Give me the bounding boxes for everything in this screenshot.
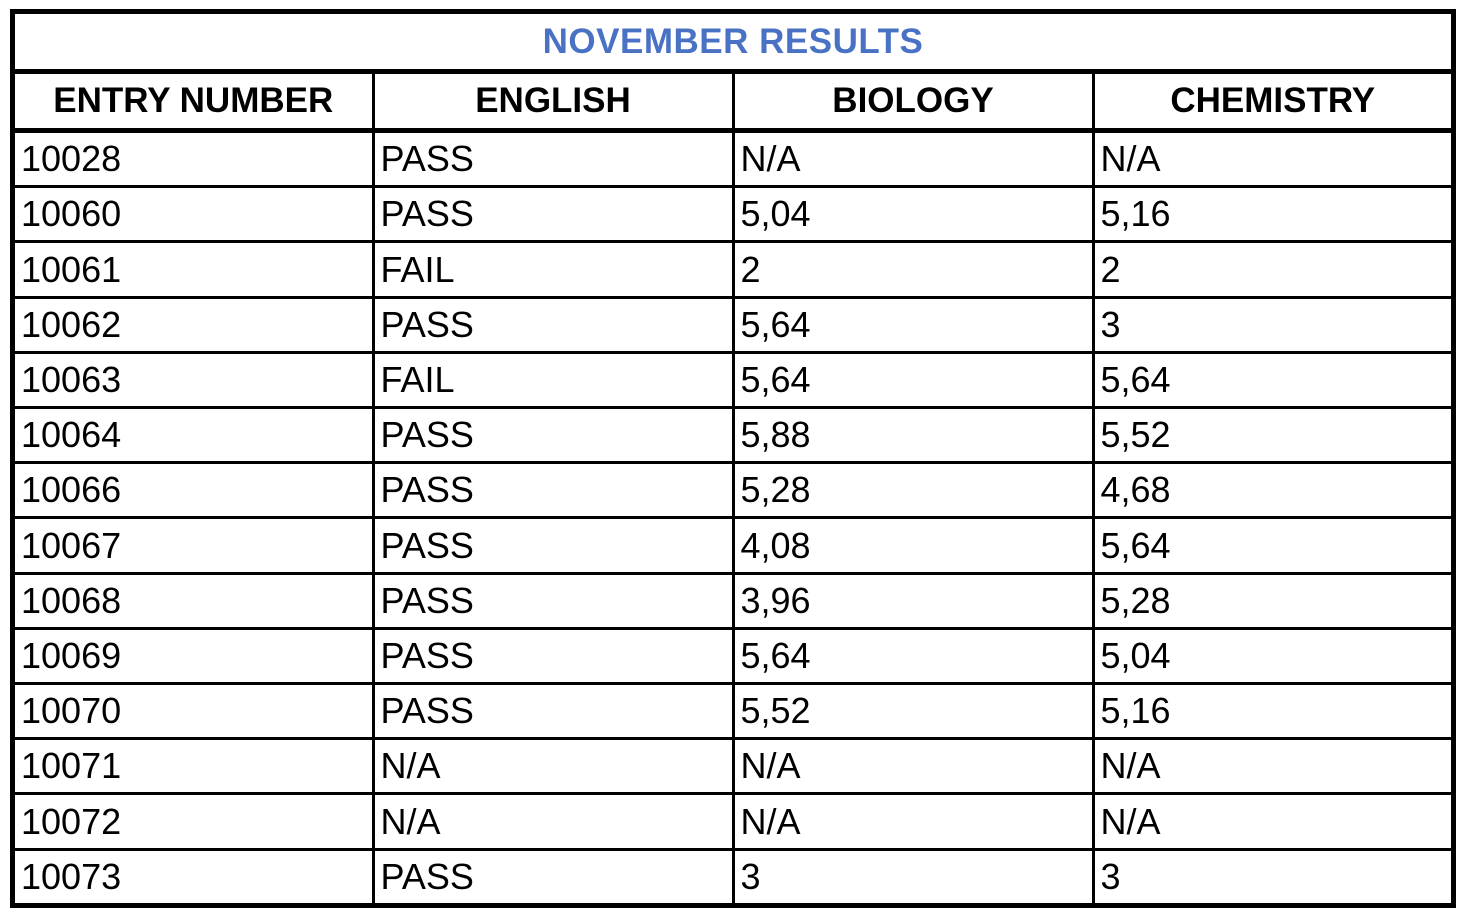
entry-number-cell: 10060 xyxy=(15,187,373,242)
english-cell: PASS xyxy=(373,131,733,187)
english-cell: N/A xyxy=(373,739,733,794)
chemistry-cell: 3 xyxy=(1100,855,1121,897)
biology-cell: 3 xyxy=(733,849,1093,903)
entry-number-cell: 10073 xyxy=(15,849,373,903)
chemistry-cell: N/A xyxy=(1093,131,1451,187)
biology-cell: 5,28 xyxy=(733,463,1093,518)
biology-cell: 5,52 xyxy=(733,684,1093,739)
biology-cell: 3,96 xyxy=(733,573,1093,628)
english-cell: N/A xyxy=(373,794,733,849)
entry-number-cell: 10072 xyxy=(15,794,373,849)
chemistry-cell: 4,68 xyxy=(1093,463,1451,518)
chemistry-cell: 5,16 xyxy=(1093,187,1451,242)
chemistry-cell: 5,64 xyxy=(1093,352,1451,407)
table-row xyxy=(15,849,1451,903)
header-row xyxy=(15,72,1451,131)
table-row xyxy=(15,463,1451,518)
entry-number-cell: 10070 xyxy=(15,684,373,739)
chemistry-cell: 5,28 xyxy=(1093,573,1451,628)
column-header-entry-number: ENTRY NUMBER xyxy=(15,72,373,131)
chemistry-cell: 5,64 xyxy=(1093,518,1451,573)
entry-number-cell: 10069 xyxy=(15,628,373,683)
column-header-english: ENGLISH xyxy=(373,72,733,131)
entry-number-cell: 10067 xyxy=(15,518,373,573)
chemistry-cell: 5,04 xyxy=(1093,628,1451,683)
english-cell: FAIL xyxy=(373,242,733,297)
biology-cell: 5,88 xyxy=(733,408,1093,463)
chemistry-cell: 5,52 xyxy=(1093,408,1451,463)
english-cell: PASS xyxy=(373,849,733,903)
entry-number-cell: 10071 xyxy=(15,739,373,794)
biology-cell: 5,64 xyxy=(733,628,1093,683)
results-table xyxy=(15,14,1451,903)
column-header-biology: BIOLOGY xyxy=(733,72,1093,131)
chemistry-cell: N/A xyxy=(1093,794,1451,849)
biology-cell: 5,04 xyxy=(733,187,1093,242)
entry-number-cell: 10064 xyxy=(15,408,373,463)
english-cell: FAIL xyxy=(373,352,733,407)
entry-number-cell: 10028 xyxy=(15,131,373,187)
biology-cell: N/A xyxy=(733,131,1093,187)
english-cell: PASS xyxy=(373,628,733,683)
chemistry-cell: 5,16 xyxy=(1093,684,1451,739)
english-cell: PASS xyxy=(373,518,733,573)
table-row xyxy=(15,297,1451,352)
english-cell: PASS xyxy=(373,297,733,352)
english-cell: PASS xyxy=(373,408,733,463)
results-sheet xyxy=(10,9,1456,908)
english-cell: PASS xyxy=(373,684,733,739)
table-row xyxy=(15,739,1451,794)
biology-cell: N/A xyxy=(733,794,1093,849)
biology-cell: 5,64 xyxy=(733,297,1093,352)
biology-cell: 2 xyxy=(733,242,1093,297)
column-header-chemistry: CHEMISTRY xyxy=(1093,72,1451,131)
biology-cell: N/A xyxy=(733,739,1093,794)
table-title: NOVEMBER RESULTS xyxy=(15,14,1451,72)
table-row xyxy=(15,352,1451,407)
table-row xyxy=(15,573,1451,628)
entry-number-cell: 10068 xyxy=(15,573,373,628)
biology-cell: 4,08 xyxy=(733,518,1093,573)
entry-number-cell: 10063 xyxy=(15,352,373,407)
entry-number-cell: 10061 xyxy=(15,242,373,297)
chemistry-cell: N/A xyxy=(1093,739,1451,794)
english-cell: PASS xyxy=(373,573,733,628)
chemistry-cell: 3 xyxy=(1093,297,1451,352)
table-row xyxy=(15,187,1451,242)
chemistry-cell: 2 xyxy=(1093,242,1451,297)
entry-number-cell: 10066 xyxy=(15,463,373,518)
biology-cell: 5,64 xyxy=(733,352,1093,407)
entry-number-cell: 10062 xyxy=(15,297,373,352)
title-row xyxy=(15,14,1451,72)
english-cell: PASS xyxy=(373,463,733,518)
table-row xyxy=(15,408,1451,463)
table-row xyxy=(15,131,1451,187)
table-row xyxy=(15,242,1451,297)
table-row xyxy=(15,794,1451,849)
english-cell: PASS xyxy=(373,187,733,242)
table-row xyxy=(15,628,1451,683)
table-row xyxy=(15,518,1451,573)
table-row xyxy=(15,684,1451,739)
